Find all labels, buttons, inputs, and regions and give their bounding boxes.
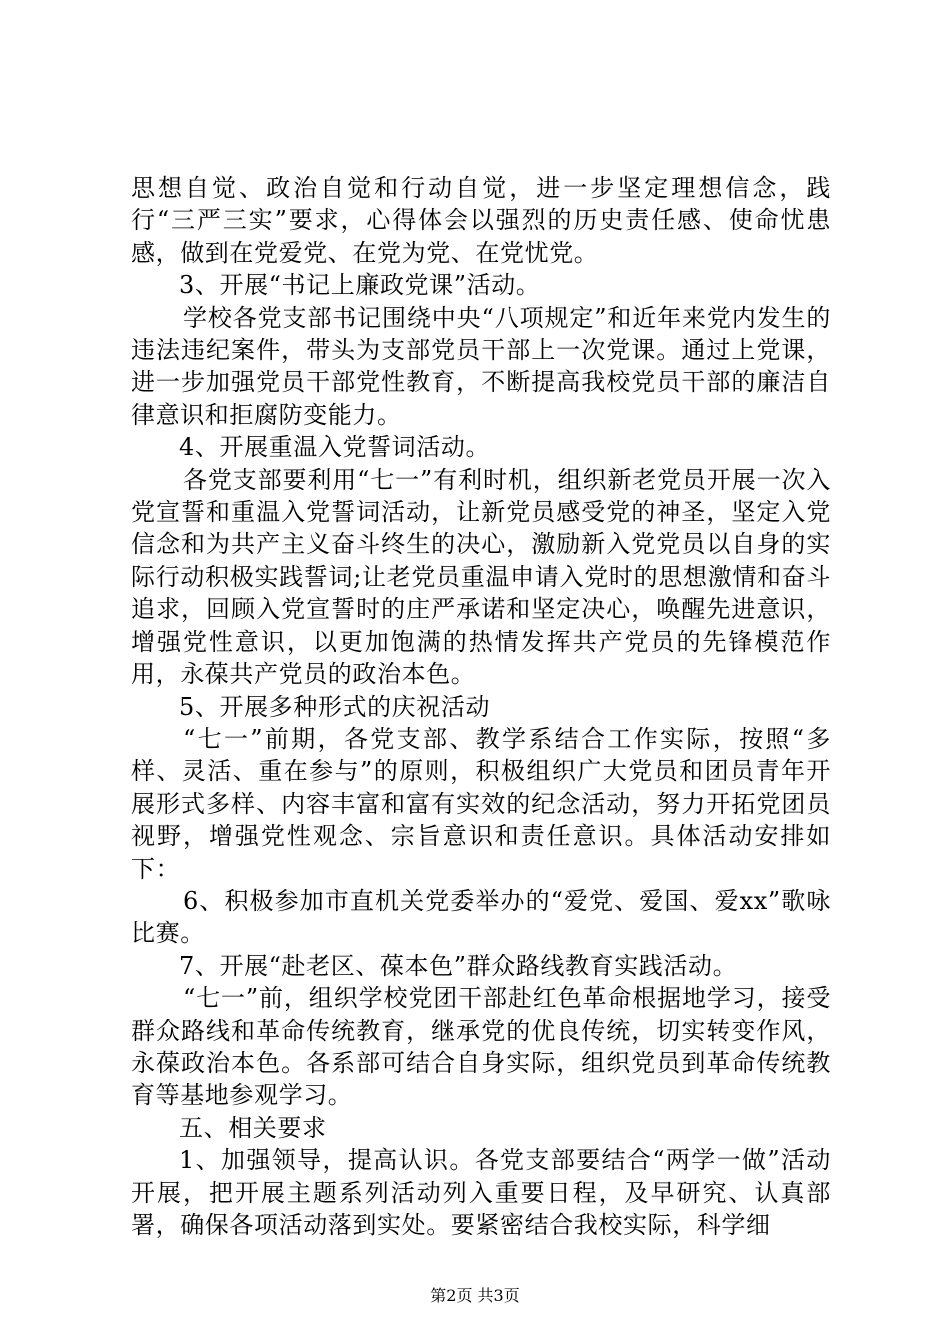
paragraph-requirement-1: 1、加强领导，提高认识。各党支部要结合“两学一做”活动开展，把开展主题系列活动列入重要日程，及早研究、认真部署，确保各项活动落到实处。要紧密结合我校实际，科学细 xyxy=(131,1146,831,1239)
document-body xyxy=(131,172,831,1241)
paragraph-continuation: 思想自觉、政治自觉和行动自觉，进一步坚定理想信念，践行“三严三实”要求，心得体会以强烈的历史责任感、使命忧患感，做到在党爱党、在党为党、在党忧党。 xyxy=(131,174,831,267)
heading-item-4: 4、开展重温入党誓词活动。 xyxy=(179,433,491,462)
paragraph-item-4-body: 各党支部要利用“七一”有利时机，组织新老党员开展一次入党宣誓和重温入党誓词活动，让新党员感受党的神圣，坚定入党信念和为共产主义奋斗终生的决心，激励新入党党员以自身的实际行动积极实践誓词;让老党员重温申请入党时的思想激情和奋斗追求，回顾入党宣誓时的庄严承诺和坚定决心，唤醒先进意识，增强党性意识，以更加饱满的热情发挥共产党员的先锋模范作用，永葆共产党员的政治本色。 xyxy=(131,465,831,689)
heading-item-3: 3、开展“书记上廉政党课”活动。 xyxy=(179,271,541,300)
paragraph-item-7-body: “七一”前，组织学校党团干部赴红色革命根据地学习，接受群众路线和革命传统教育，继承党的优良传统，切实转变作风，永葆政治本色。各系部可结合自身实际，组织党员到革命传统教育等基地参观学习。 xyxy=(131,984,831,1110)
page-footer: 第2页 共3页 xyxy=(430,1286,520,1305)
paragraph-item-3-body: 学校各党支部书记围绕中央“八项规定”和近年来党内发生的违法违纪案件，带头为支部党员干部上一次党课。通过上党课，进一步加强党员干部党性教育，不断提高我校党员干部的廉洁自律意识和拒腐防变能力。 xyxy=(131,303,831,429)
paragraph-item-5-body: “七一”前期，各党支部、教学系结合工作实际，按照“多样、灵活、重在参与”的原则，积极组织广大党员和团员青年开展形式多样、内容丰富和富有实效的纪念活动，努力开拓党团员视野，增强党性观念、宗旨意识和责任意识。具体活动安排如下： xyxy=(131,724,831,883)
heading-item-5: 5、开展多种形式的庆祝活动 xyxy=(179,692,491,721)
paragraph-item-6: 6、积极参加市直机关党委举办的“爱党、爱国、爱xx”歌咏比赛。 xyxy=(131,886,831,948)
section-heading-requirements: 五、相关要求 xyxy=(179,1113,327,1142)
heading-item-7: 7、开展“赴老区、葆本色”群众路线教育实践活动。 xyxy=(179,951,738,980)
